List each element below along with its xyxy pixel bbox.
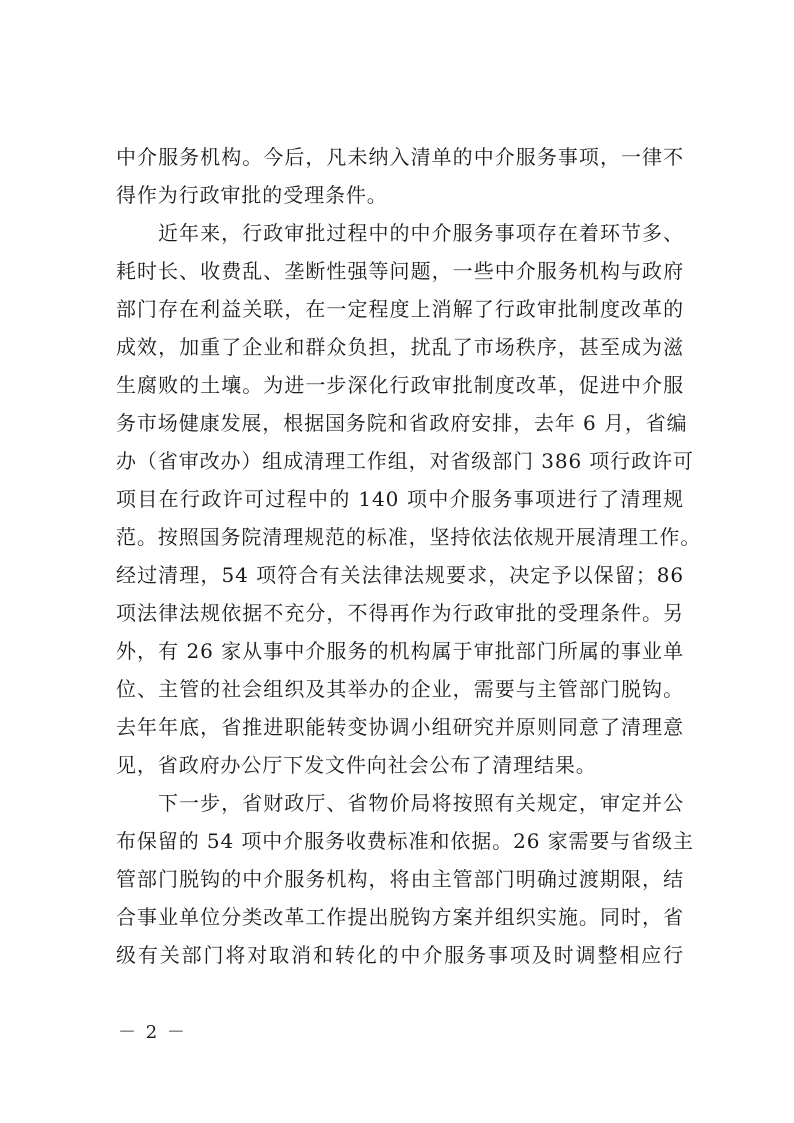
paragraph-2-line-8: 项目在行政许可过程中的 140 项中介服务事项进行了清理规	[116, 487, 684, 511]
paragraph-2-line-12: 外，有 26 家从事中介服务的机构属于审批部门所属的事业单	[116, 639, 684, 663]
paragraph-3-line-3: 管部门脱钩的中介服务机构，将由主管部门明确过渡期限，结	[116, 867, 684, 891]
paragraph-1-line-2: 得作为行政审批的受理条件。	[116, 183, 388, 207]
body-text	[116, 138, 702, 974]
paragraph-2-line-10: 经过清理，54 项符合有关法律法规要求，决定予以保留；86	[116, 563, 684, 587]
paragraph-2-line-13: 位、主管的社会组织及其举办的企业，需要与主管部门脱钩。	[116, 677, 684, 701]
paragraph-2-line-6: 务市场健康发展，根据国务院和省政府安排，去年 6 月，省编	[116, 411, 688, 435]
paragraph-3-line-5: 级有关部门将对取消和转化的中介服务事项及时调整相应行	[116, 943, 684, 967]
paragraph-2-line-4: 成效，加重了企业和群众负担，扰乱了市场秩序，甚至成为滋	[116, 335, 684, 359]
paragraph-2-line-14: 去年年底，省推进职能转变协调小组研究并原则同意了清理意	[116, 715, 684, 739]
paragraph-2-line-2: 耗时长、收费乱、垄断性强等问题，一些中介服务机构与政府	[116, 259, 684, 283]
page-number: － 2 －	[118, 1022, 187, 1043]
paragraph-2-line-11: 项法律法规依据不充分，不得再作为行政审批的受理条件。另	[116, 601, 684, 625]
paragraph-2-line-1: 近年来，行政审批过程中的中介服务事项存在着环节多、	[158, 221, 684, 245]
paragraph-2-line-5: 生腐败的土壤。为进一步深化行政审批制度改革，促进中介服	[116, 373, 684, 397]
paragraph-3-line-2: 布保留的 54 项中介服务收费标准和依据。26 家需要与省级主	[116, 829, 694, 853]
paragraph-1-line-1: 中介服务机构。今后，凡未纳入清单的中介服务事项，一律不	[116, 145, 684, 169]
paragraph-3-line-4: 合事业单位分类改革工作提出脱钩方案并组织实施。同时，省	[116, 905, 684, 929]
paragraph-2-line-15: 见，省政府办公厅下发文件向社会公布了清理结果。	[116, 753, 597, 777]
paragraph-2-line-7: 办（省审改办）组成清理工作组，对省级部门 386 项行政许可	[116, 449, 694, 473]
paragraph-2-line-3: 部门存在利益关联，在一定程度上消解了行政审批制度改革的	[116, 297, 684, 321]
paragraph-2-line-9: 范。按照国务院清理规范的标准，坚持依法依规开展清理工作。	[116, 525, 702, 549]
paragraph-3-line-1: 下一步，省财政厅、省物价局将按照有关规定，审定并公	[158, 791, 684, 815]
